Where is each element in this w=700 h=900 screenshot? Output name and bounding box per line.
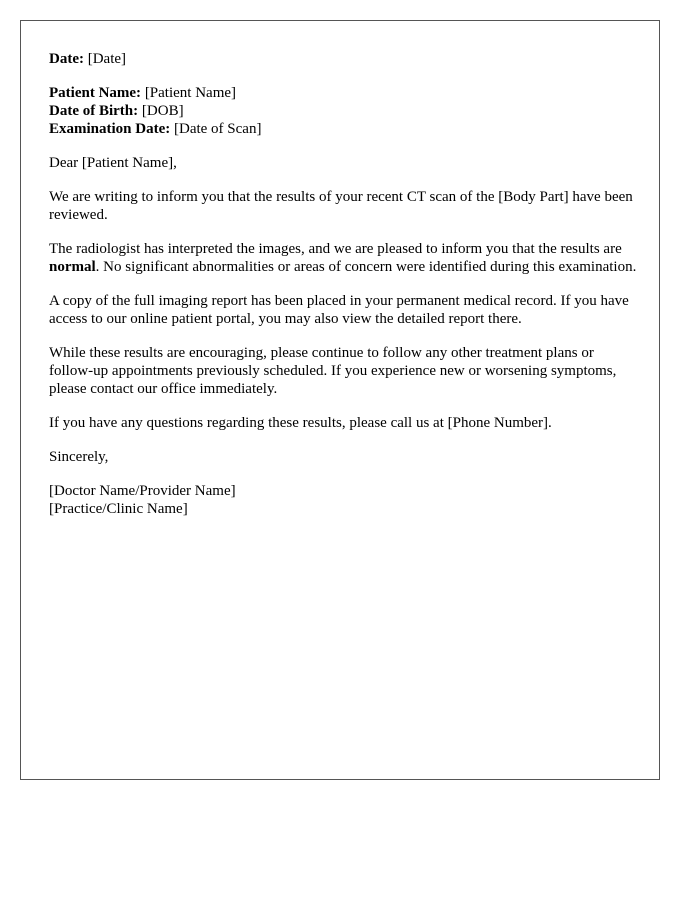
results-text-after: . No significant abnormalities or areas of concern were identified during this examination.: [95, 259, 637, 275]
greeting: Dear [Patient Name],: [49, 155, 177, 171]
paragraph-questions: If you have any questions regarding these results, please call us at [Phone Number].: [49, 415, 552, 431]
paragraph-report-copy: A copy of the full imaging report has been placed in your permanent medical record. If you have access to our online patient portal, you may also view the detailed report there.: [49, 293, 629, 327]
patient-name-value: [Patient Name]: [144, 85, 237, 101]
date-label: Date:: [49, 51, 84, 67]
doctor-name: [Doctor Name/Provider Name]: [49, 483, 236, 499]
dob-label: Date of Birth:: [49, 103, 139, 119]
patient-name-line: [49, 84, 639, 102]
dob-line: [49, 102, 639, 120]
letter-content: [49, 50, 639, 534]
signature-block: [49, 482, 639, 518]
results-text-before: The radiologist has interpreted the images, and we are pleased to inform you that the results are: [49, 241, 622, 257]
dob-value: [DOB]: [141, 103, 184, 119]
exam-date-label: Examination Date:: [49, 121, 171, 137]
paragraph-review: We are writing to inform you that the results of your recent CT scan of the [Body Part] have been reviewed.: [49, 189, 633, 223]
sign-off: Sincerely,: [49, 449, 109, 465]
patient-name-label: Patient Name:: [49, 85, 142, 101]
paragraph-results: [49, 240, 639, 276]
date-value: [Date]: [87, 51, 127, 67]
paragraph-follow-up: While these results are encouraging, please continue to follow any other treatment plans or follow-up appointments previously scheduled. If you experience new or worsening symptoms, please contact our office immediately.: [49, 345, 617, 397]
patient-info: [49, 84, 639, 138]
date-line: [49, 50, 639, 68]
clinic-name: [Practice/Clinic Name]: [49, 501, 188, 517]
results-normal: normal: [49, 259, 96, 275]
exam-date-value: [Date of Scan]: [174, 121, 262, 137]
exam-date-line: [49, 120, 639, 138]
letter-page: [20, 20, 660, 780]
